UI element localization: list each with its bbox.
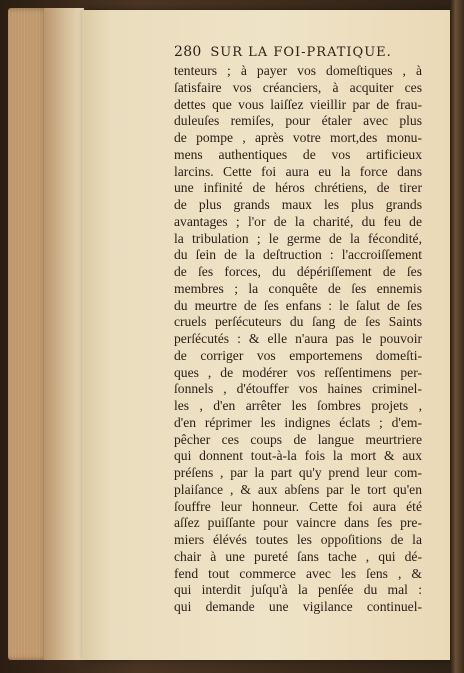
text-line: dettes que vous laiſſez vieillir par de frau- — [174, 96, 422, 112]
text-line: ſouffre leur honneur. Cette foi aura été — [174, 498, 422, 514]
text-line: avantages ; l'or de la charité, du feu de — [174, 213, 422, 229]
text-line: préſens , par la part qu'y prend leur com- — [174, 465, 422, 480]
text-line: de corriger vos emportemens domeſti- — [174, 347, 422, 363]
text-line: qui donnent tout-à-la fois la mort & aux — [174, 448, 422, 464]
text-line: ſonnels , d'étouffer vos haines criminel- — [174, 381, 422, 397]
running-title: SUR LA FOI-PRATIQUE. — [210, 45, 392, 60]
text-line: de plus grands maux les plus grands — [174, 197, 422, 212]
text-line: de pompe , après votre mort,des monu- — [174, 130, 422, 145]
gutter-shadow — [44, 8, 84, 660]
text-line: ſatisfaire vos créanciers, à acquiter ces — [174, 79, 422, 95]
page-edges-left — [8, 8, 48, 660]
text-line: une infinité de héros chrétiens, de tirer — [174, 180, 422, 196]
text-line: membres ; la conquête de ſes ennemis — [174, 280, 422, 296]
text-line: d'en réprimer les indignes éclats ; d'em- — [174, 414, 422, 430]
text-line: fend tout commerce avec les ſens , & — [174, 565, 422, 581]
text-line: miers élévés toutes les oppoſitions de la — [174, 532, 422, 547]
text-line: du ſein de la deſtruction : l'accroiſſement — [174, 247, 422, 263]
text-line: chair à une pureté ſans tache , qui dé- — [174, 548, 422, 564]
text-line: pêcher ces coups de langue meurtriere — [174, 431, 422, 447]
text-line: larcins. Cette foi aura eu la force dans — [174, 163, 422, 179]
text-line: mens authentiques de vos artificieux — [174, 146, 422, 162]
text-line: ques , de modérer vos reſſentimens per- — [174, 364, 422, 380]
text-line: perſécutés : & elle n'aura pas le pouvoir — [174, 331, 422, 346]
facing-page-edge — [450, 0, 464, 673]
text-line: duleuſes remiſes, pour étaler avec plus — [174, 113, 422, 129]
text-line: la tribulation ; le germe de la fécondité, — [174, 230, 422, 246]
page-number: 280 — [174, 44, 202, 60]
text-line: les , d'en arrêter les ſombres projets , — [174, 398, 422, 413]
running-header — [174, 44, 436, 60]
text-line: tenteurs ; à payer vos domeſtiques , à — [174, 63, 422, 78]
text-line: plaiſance , & aux abſens par le tort qu'en — [174, 481, 422, 497]
text-line: qui demande une vigilance continuel- — [174, 599, 422, 614]
text-line: du meurtre de ſes enfans : le ſalut de ſes — [174, 297, 422, 313]
text-line: de ſes forces, du dépériſſement de ſes — [174, 264, 422, 279]
text-line: cruels perſécuteurs du ſang de ſes Saints — [174, 314, 422, 330]
text-line: qui interdit juſqu'à la penſée du mal : — [174, 582, 422, 598]
text-line: aſſez puiſſante pour vaincre dans ſes pre- — [174, 515, 422, 531]
